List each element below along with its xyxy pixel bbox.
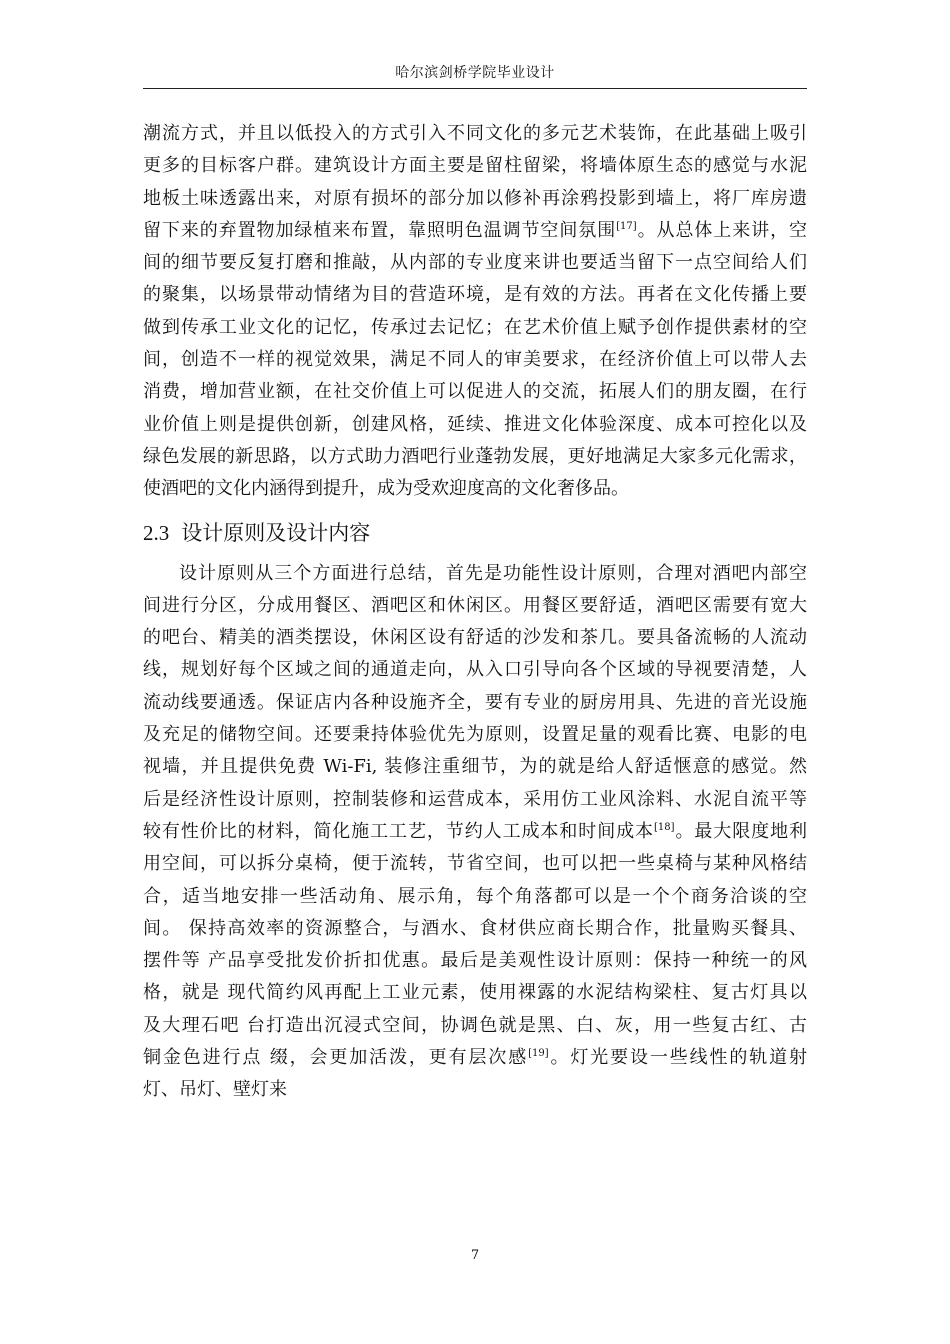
section-title: 设计原则及设计内容 bbox=[181, 520, 371, 545]
text-line: 间的细节要反复打磨和推敲，从内部的专业度来讲也要适当留下一点空间给人们 bbox=[143, 252, 807, 274]
text-line: 灯、吊灯、壁灯来 bbox=[143, 1079, 287, 1101]
text-line: 合，适当地安排一些活动角、展示角，每个角落都可以是一个个商务洽谈的空 bbox=[143, 885, 807, 907]
running-header: 哈尔滨剑桥学院毕业设计 bbox=[395, 65, 555, 81]
text-line: 线，规划好每个区域之间的通道走向，从入口引导向各个区域的导视要清楚，人 bbox=[143, 659, 807, 681]
section-number: 2.3 bbox=[143, 520, 170, 545]
text-segment: 留下来的弃置物加绿植来布置，靠照明色温调节空间氛围 bbox=[143, 219, 617, 241]
citation-18: [18] bbox=[654, 821, 675, 833]
text-line: 使酒吧的文化内涵得到提升，成为受欢迎度高的文化奢侈品。 bbox=[143, 478, 629, 500]
text-line: 设计原则从三个方面进行总结，首先是功能性设计原则，合理对酒吧内部空 bbox=[179, 562, 807, 584]
text-line: 及大理石吧 台打造出沉浸式空间，协调色就是黑、白、灰，用一些复古红、古 bbox=[143, 1014, 807, 1036]
text-segment: 。最大限度地利 bbox=[674, 820, 808, 842]
text-line: 间。 保持高效率的资源整合，与酒水、食材供应商长期合作，批量购买餐具、 bbox=[143, 917, 807, 939]
paragraph-1 bbox=[143, 118, 807, 506]
text-line: 间，创造不一样的视觉效果，满足不同人的审美要求，在经济价值上可以带人去 bbox=[143, 349, 807, 371]
text-line bbox=[143, 1042, 807, 1074]
section-heading bbox=[143, 518, 807, 548]
text-line: 视墙，并且提供免费 Wi-Fi, 装修注重细节，为的就是给人舒适惬意的感觉。然 bbox=[143, 756, 807, 778]
text-line: 摆件等 产品享受批发价折扣优惠。最后是美观性设计原则：保持一种统一的风 bbox=[143, 950, 807, 972]
page-body bbox=[143, 118, 807, 1107]
text-segment: 空 bbox=[789, 219, 808, 241]
text-line: 地板土味透露出来，对原有损坏的部分加以修补再涂鸦投影到墙上，将厂库房遗 bbox=[143, 187, 807, 209]
text-line: 后是经济性设计原则，控制装修和运营成本，采用仿工业风涂料、水泥自流平等 bbox=[143, 788, 807, 810]
text-line: 潮流方式，并且以低投入的方式引入不同文化的多元艺术装饰，在此基础上吸引 bbox=[143, 123, 807, 144]
text-line: 业价值上则是提供创新，创建风格，延续、推进文化体验深度、成本可控化以及 bbox=[143, 413, 807, 435]
citation-19: [19] bbox=[528, 1048, 549, 1060]
text-line bbox=[143, 816, 807, 848]
page-number: 7 bbox=[470, 1248, 480, 1263]
header-rule bbox=[143, 88, 807, 89]
text-line: 格，就是 现代简约风再配上工业元素，使用裸露的水泥结构梁柱、复古灯具以 bbox=[143, 982, 807, 1004]
text-line: 消费，增加营业额，在社交价值上可以促进人的交流，拓展人们的朋友圈，在行 bbox=[143, 381, 807, 403]
text-line: 间进行分区，分成用餐区、酒吧区和休闲区。用餐区要舒适，酒吧区需要有宽大 bbox=[143, 594, 807, 616]
text-line: 用空间，可以拆分桌椅，便于流转，节省空间，也可以把一些桌椅与某种风格结 bbox=[143, 853, 807, 875]
text-segment: 较有性价比的材料，简化施工工艺，节约人工成本和时间成本 bbox=[143, 820, 654, 842]
text-line: 绿色发展的新思路，以方式助力酒吧行业蓬勃发展，更好地满足大家多元化需求， bbox=[143, 445, 807, 467]
text-segment: 。从总体上来讲， bbox=[636, 219, 790, 241]
text-segment: 。灯光要设一些线性的轨道射 bbox=[548, 1047, 807, 1069]
text-line: 及充足的储物空间。还要秉持体验优先为原则，设置足量的观看比赛、电影的电 bbox=[143, 724, 807, 746]
text-line bbox=[143, 215, 807, 247]
citation-17: [17] bbox=[616, 220, 637, 232]
text-segment: 铜金色进行点 缀，会更加活泼，更有层次感 bbox=[143, 1047, 529, 1069]
text-line: 更多的目标客户群。建筑设计方面主要是留柱留梁，将墙体原生态的感觉与水泥 bbox=[143, 155, 807, 177]
text-line: 的聚集，以场景带动情绪为目的营造环境，是有效的方法。再者在文化传播上要 bbox=[143, 284, 807, 306]
text-line: 的吧台、精美的酒类摆设，休闲区设有舒适的沙发和茶几。要具备流畅的人流动 bbox=[143, 627, 807, 649]
text-line: 流动线要通透。保证店内各种设施齐全，要有专业的厨房用具、先进的音光设施 bbox=[143, 691, 807, 713]
text-line: 做到传承工业文化的记忆，传承过去记忆；在艺术价值上赋予创作提供素材的空 bbox=[143, 316, 807, 338]
paragraph-2 bbox=[143, 558, 807, 1107]
